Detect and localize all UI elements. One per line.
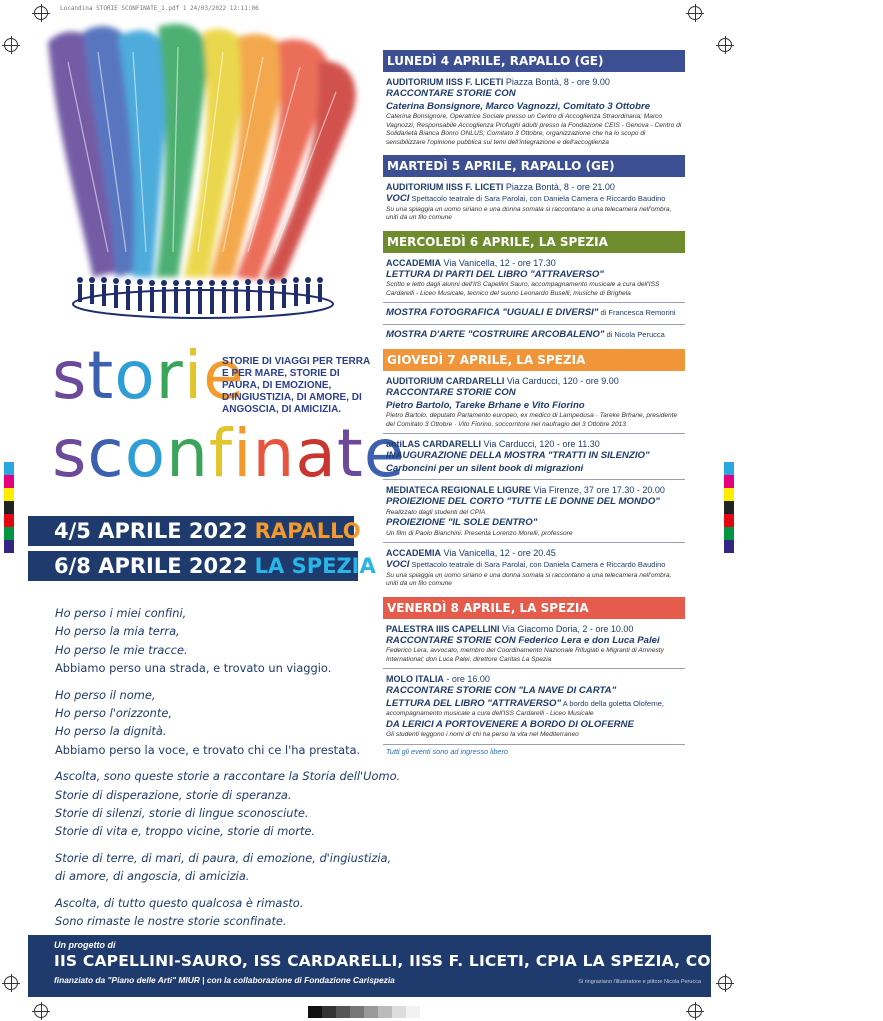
event-title: Caterina Bonsignore, Marco Vagnozzi, Comitato 3 Ottobre xyxy=(386,100,651,112)
poem-line: di amore, di angoscia, di amicizia. xyxy=(55,869,250,884)
title-sconfinate xyxy=(52,414,405,494)
color-bar-left xyxy=(4,462,14,553)
poem-line: Ho perso le mie tracce. xyxy=(55,642,188,657)
event-title: MOSTRA FOTOGRAFICA "UGUALI E DIVERSI" di Francesca Remorini xyxy=(386,307,676,318)
day-section xyxy=(383,50,685,151)
event-description: Scritto e letto dagli alunni dell'IIS Capellini Sauro, accompagnamento musicale a cura dell'ISS Cardarelli - Liceo Musicale, tecnico del suono Leonardo Buselli, musiche di Brighela xyxy=(386,281,660,297)
event-description: Pietro Bartolo, deputato Parlamento europeo, ex medico di Lampedusa · Tareke Brhane, presidente del Comitato 3 Ottobre · Vito Fiorino, soccorritore nel naufragio del 3 Ottobre 2013 xyxy=(386,412,678,428)
title-letter: n xyxy=(252,415,296,492)
event-title: PROIEZIONE DEL CORTO "TUTTE LE DONNE DEL MONDO" xyxy=(386,496,660,507)
poem-line: Ho perso la mia terra, xyxy=(55,624,180,639)
registration-mark-icon xyxy=(688,6,702,20)
event-item xyxy=(383,325,685,346)
poem-line: Ho perso l'orizzonte, xyxy=(55,706,172,721)
event-item xyxy=(383,303,685,325)
event-item xyxy=(383,177,685,227)
venue-detail: Piazza Bontà, 8 - ore 9.00 xyxy=(503,77,610,87)
poem-line: Abbiamo perso una strada, e trovato un viaggio. xyxy=(55,661,332,676)
footer-credit: Si ringraziano l'illustratore e pittore Nicola Perucca xyxy=(578,979,701,985)
grayscale-bar xyxy=(308,1006,420,1018)
title-letter: e xyxy=(203,337,245,414)
venue-detail: Via Carducci, 120 - ore 9.00 xyxy=(504,376,619,386)
poem-stanza xyxy=(55,849,392,886)
poem-line: Ho perso i miei confini, xyxy=(55,606,187,620)
event-title-detail: Spettacolo teatrale di Sara Parolai, con Daniela Camera e Riccardo Baudino xyxy=(409,194,666,203)
day-header: VENERDÌ 8 APRILE, LA SPEZIA xyxy=(383,597,685,619)
event-description: Gli studenti leggono i nomi di chi ha perso la vita nel Mediterraneo xyxy=(386,731,579,738)
date-city: LA SPEZIA xyxy=(254,554,376,578)
venue-name: AUDITORIUM IISS F. LICETI xyxy=(386,77,504,87)
title-letter: t xyxy=(336,415,364,492)
event-description: Federico Lera, avvocato, membro del Coordinamento Nazionale Rifugiati e Migranti di Amnesty International; don Luca Palei, direttore Caritas La Spezia xyxy=(386,647,664,663)
day-header: LUNEDÌ 4 APRILE, RAPALLO (GE) xyxy=(383,50,685,72)
event-title: RACCONTARE STORIE CON Federico Lera e don Luca Palei xyxy=(386,634,660,646)
free-entry-note: Tutti gli eventi sono ad ingresso libero xyxy=(386,746,508,756)
footer-funding: finanziato da "Piano delle Arti" MIUR | con la collaborazione di Fondazione Carispezia xyxy=(54,975,395,985)
event-description: accompagnamento musicale a cura dell'ISS Cardarelli - Liceo Musicale xyxy=(386,710,594,717)
poem-line: Ascolta, sono queste storie a raccontare la Storia dell'Uomo. xyxy=(55,769,401,784)
venue-name: ACCADEMIA xyxy=(386,548,441,558)
title-letter: s xyxy=(52,415,88,492)
poem-line: Storie di terre, di mari, di paura, di emozione, d'ingiustizia, xyxy=(55,850,392,865)
event-title: Carboncini per un silent book di migrazioni xyxy=(386,462,584,474)
venue-name: AUDITORIUM CARDARELLI xyxy=(386,376,505,386)
venue-detail: Via Vanicella, 12 - ore 20.45 xyxy=(441,548,556,558)
event-title-detail: di Francesca Remorini xyxy=(598,308,676,317)
poem-line: Abbiamo perso la voce, e trovato chi ce l'ha prestata. xyxy=(55,742,361,757)
event-item xyxy=(383,480,685,543)
date-range: 6/8 APRILE 2022 xyxy=(54,554,248,578)
day-section xyxy=(383,349,685,593)
poem-stanza xyxy=(55,604,355,678)
event-description: Su una spiaggia un uomo siriano e una donna somala si raccontano a una telecamera nell'ombra, uniti da un filo comune xyxy=(386,571,672,587)
day-section xyxy=(383,155,685,227)
tagline: STORIE DI VIAGGI PER TERRA E PER MARE, STORIE DI PAURA, DI EMOZIONE, D'INGIUSTIZIA, DI AMORE, DI ANGOSCIA, DI AMICIZIA. xyxy=(222,356,370,415)
date-band-la-spezia xyxy=(28,551,376,581)
crowd-silhouette xyxy=(73,277,333,318)
event-title: INAUGURAZIONE DELLA MOSTRA "TRATTI IN SILENZIO" xyxy=(386,450,650,461)
footer-banner xyxy=(28,935,883,997)
venue-detail: Piazza Bontà, 8 - ore 21.00 xyxy=(503,182,615,192)
event-item xyxy=(383,619,685,670)
title-letter: n xyxy=(166,415,209,492)
event-description: Un film di Paolo Bianchini. Presenta Lorenzo Morelli, professore xyxy=(386,529,573,537)
title-letter: a xyxy=(295,415,337,492)
event-title: RACCONTARE STORIE CON xyxy=(386,88,516,99)
event-title: RACCONTARE STORIE CON "LA NAVE DI CARTA" xyxy=(386,685,617,696)
title-letter: c xyxy=(87,415,125,492)
title-letter: r xyxy=(155,337,184,414)
event-description: Realizzato dagli studenti del CPIA xyxy=(386,508,486,516)
rainbow-crowd-illustration xyxy=(38,22,368,332)
event-venue xyxy=(386,375,683,387)
event-venue xyxy=(386,623,683,635)
event-title: DA LERICI A PORTOVENERE A BORDO DI OLOFERNE xyxy=(386,718,634,730)
event-title: LETTURA DEL LIBRO "ATTRAVERSO" A bordo della goletta Oloferne, xyxy=(386,697,665,709)
day-header: MERCOLEDÌ 6 APRILE, LA SPEZIA xyxy=(383,231,685,253)
title-letter: s xyxy=(52,337,88,414)
footer-partners: IIS CAPELLINI-SAURO, ISS CARDARELLI, IISS F. LICETI, CPIA LA SPEZIA, COMITATO 3 OTTOBRE xyxy=(54,952,883,970)
registration-mark-icon xyxy=(34,6,48,20)
poem-line: Storie di silenzi, storie di lingue sconosciute. xyxy=(55,806,309,821)
registration-mark-icon xyxy=(718,38,732,52)
day-section xyxy=(383,231,685,346)
title-storie xyxy=(52,336,245,416)
event-venue xyxy=(386,673,683,685)
event-venue xyxy=(386,76,683,88)
event-venue xyxy=(386,484,683,496)
venue-detail: Via Giacomo Doria, 2 - ore 10.00 xyxy=(499,623,634,634)
poem-line: Sono rimaste le nostre storie sconfinate. xyxy=(55,914,287,929)
title-letter: i xyxy=(183,337,204,414)
day-header: GIOVEDÌ 7 APRILE, LA SPEZIA xyxy=(383,349,685,371)
event-item xyxy=(383,72,685,151)
poem-line: Storie di disperazione, storie di speranza. xyxy=(55,787,292,802)
event-title: RACCONTARE STORIE CON xyxy=(386,387,516,398)
poem-line: Ho perso il nome, xyxy=(55,687,156,702)
registration-mark-icon xyxy=(4,976,18,990)
poem-line: Storie di vita e, troppo vicine, storie di morte. xyxy=(55,824,316,839)
venue-name: PALESTRA IIIS CAPELLINI xyxy=(386,623,500,634)
title-letter: f xyxy=(208,415,234,492)
poem-stanza xyxy=(55,894,355,931)
poem-stanza xyxy=(55,686,361,760)
venue-detail: Via Firenze, 37 ore 17.30 - 20.00 xyxy=(531,485,665,495)
event-venue xyxy=(386,181,683,193)
event-item xyxy=(383,253,685,304)
date-city: RAPALLO xyxy=(254,519,361,543)
event-title-detail: A bordo della goletta Oloferne, xyxy=(561,698,665,708)
date-band-rapallo xyxy=(28,516,361,546)
event-item xyxy=(383,669,685,745)
event-description: Caterina Bonsignore, Operatrice Sociale presso un Centro di Accoglienza Straordinaria; Marco Vagnozzi, Responsabile Accoglienza Profughi adulti presso la Fondazione CEIS - Genova - Centro di Solidarietà Bianca Bonro ONLUS; Comitato 3 Ottobre, organizzazione che ha lo scopo di sensibilizzare l'opinione pubblica sui temi dell'integrazione e dell'accoglienza xyxy=(386,113,682,146)
venue-name: antiLAS CARDARELLI xyxy=(386,439,481,449)
event-title-detail: di Nicola Perucca xyxy=(604,329,665,339)
venue-name: MEDIATECA REGIONALE LIGURE xyxy=(386,485,532,495)
print-slug: Locandina STORIE SCONFINATE_1.pdf 1 24/03/2022 12:11:06 xyxy=(60,5,259,12)
title-letter: o xyxy=(114,337,156,414)
event-title: PROIEZIONE "IL SOLE DENTRO" xyxy=(386,517,538,528)
event-item xyxy=(383,543,685,593)
registration-mark-icon xyxy=(718,976,732,990)
event-title: MOSTRA D'ARTE "COSTRUIRE ARCOBALENO" di Nicola Perucca xyxy=(386,328,665,340)
registration-mark-icon xyxy=(4,38,18,52)
registration-mark-icon xyxy=(688,1004,702,1018)
event-title: LETTURA DI PARTI DEL LIBRO "ATTRAVERSO" xyxy=(386,268,604,280)
color-bar-right xyxy=(724,462,734,553)
event-title: VOCI Spettacolo teatrale di Sara Parolai, con Daniela Camera e Riccardo Baudino xyxy=(386,193,666,204)
footer-intro: Un progetto di xyxy=(54,940,116,950)
poem-line: Ho perso la dignità. xyxy=(55,724,167,739)
venue-detail: Via Carducci, 120 - ore 11.30 xyxy=(481,439,600,449)
day-header: MARTEDÌ 5 APRILE, RAPALLO (GE) xyxy=(383,155,685,177)
venue-detail: Via Vanicella, 12 - ore 17.30 xyxy=(441,257,556,268)
event-item xyxy=(383,371,685,434)
venue-name: ACCADEMIA xyxy=(386,257,441,268)
poem xyxy=(55,604,401,939)
event-programme xyxy=(383,50,685,763)
title-letter: o xyxy=(124,415,167,492)
event-description: Su una spiaggia un uomo siriano e una donna somala si raccontano a una telecamera nell'ombra, uniti da un filo comune xyxy=(386,205,672,221)
event-venue xyxy=(386,547,683,559)
event-venue xyxy=(386,257,683,269)
title-letter: i xyxy=(233,415,253,492)
poem-line: Ascolta, di tutto questo qualcosa è rimasto. xyxy=(55,895,304,910)
title-letter: t xyxy=(87,337,115,414)
event-title-detail: Spettacolo teatrale di Sara Parolai, con Daniela Camera e Riccardo Baudino xyxy=(409,560,666,569)
date-range: 4/5 APRILE 2022 xyxy=(54,519,248,543)
venue-detail: - ore 16.00 xyxy=(443,674,490,684)
title-letter: e xyxy=(363,415,406,492)
event-title: Pietro Bartolo, Tareke Brhane e Vito Fiorino xyxy=(386,399,585,411)
registration-mark-icon xyxy=(34,1004,48,1018)
poem-stanza xyxy=(55,767,401,841)
day-section xyxy=(383,597,685,759)
venue-name: MOLO ITALIA xyxy=(386,674,444,684)
venue-name: AUDITORIUM IISS F. LICETI xyxy=(386,182,504,192)
event-venue xyxy=(386,438,683,450)
event-title: VOCI Spettacolo teatrale di Sara Parolai, con Daniela Camera e Riccardo Baudino xyxy=(386,559,666,570)
event-item xyxy=(383,434,685,480)
